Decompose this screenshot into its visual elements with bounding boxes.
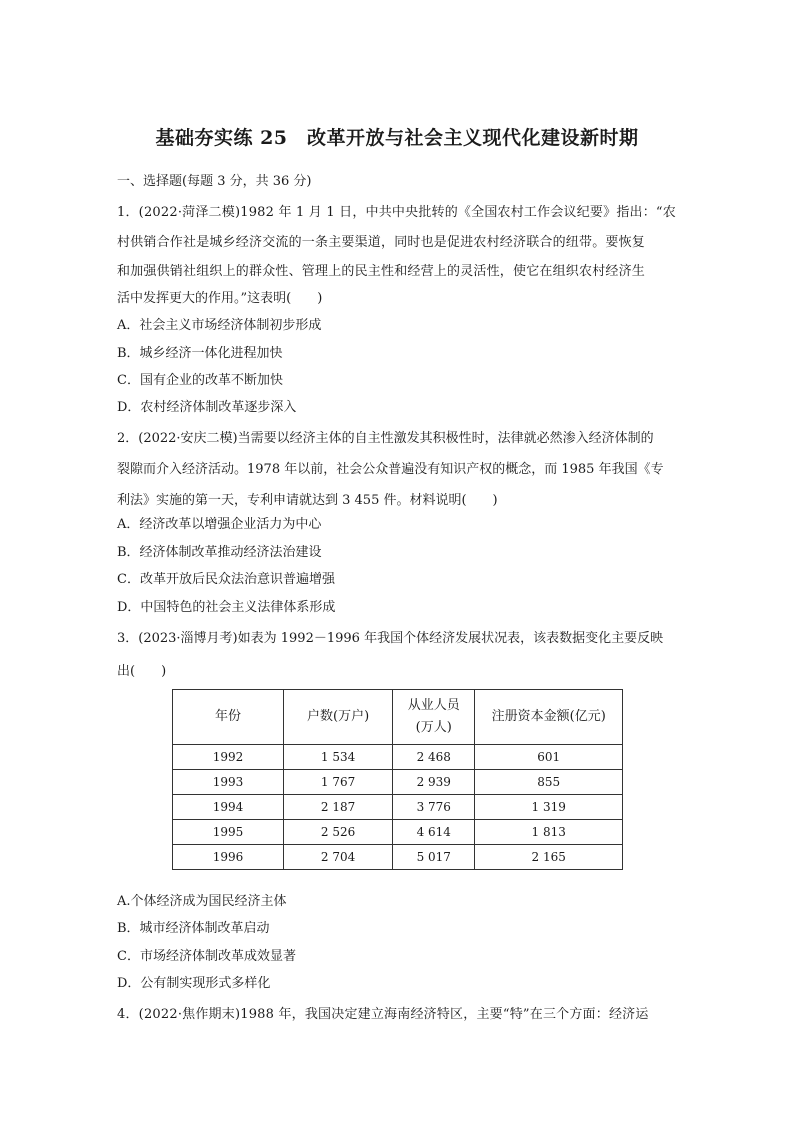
question-2-line-2: 裂隙而介入经济活动。1978 年以前，社会公众普遍没有知识产权的概念，而 1985 年我国《专 — [117, 462, 664, 477]
question-1-option-d: D．农村经济体制改革逐步深入 — [117, 400, 297, 415]
table-row — [173, 795, 623, 820]
question-2-option-d: D．中国特色的社会主义法律体系形成 — [117, 600, 336, 615]
table-cell: 2 468 — [393, 745, 475, 770]
table-cell: 2 939 — [393, 770, 475, 795]
table-cell: 601 — [475, 745, 623, 770]
table-header: 年份 — [173, 690, 284, 745]
question-3-line-1: 3．(2023·淄博月考)如表为 1992－1996 年我国个体经济发展状况表，该表数据变化主要反映 — [117, 631, 664, 646]
table-cell: 1 319 — [475, 795, 623, 820]
table-cell: 5 017 — [393, 845, 475, 870]
table-header: 户数(万户) — [284, 690, 393, 745]
table-cell: 1992 — [173, 745, 284, 770]
question-1-line-1: 1．(2022·菏泽二模)1982 年 1 月 1 日，中共中央批转的《全国农村工作会议纪要》指出：“农 — [117, 205, 676, 220]
economy-table — [172, 689, 623, 870]
question-2-option-b: B．经济体制改革推动经济法治建设 — [117, 545, 322, 560]
question-3-option-c: C．市场经济体制改革成效显著 — [117, 949, 296, 964]
table-header — [393, 690, 475, 745]
table-header: 注册资本金额(亿元) — [475, 690, 623, 745]
question-3-option-b: B．城市经济体制改革启动 — [117, 921, 270, 936]
question-1-option-b: B．城乡经济一体化进程加快 — [117, 346, 283, 361]
table-cell: 1 534 — [284, 745, 393, 770]
question-3-option-a: A.个体经济成为国民经济主体 — [117, 894, 287, 909]
question-1-line-2: 村供销合作社是城乡经济交流的一条主要渠道，同时也是促进农村经济联合的纽带。要恢复 — [117, 235, 646, 250]
question-2-line-3: 利法》实施的第一天，专利申请就达到 3 455 件。材料说明( ) — [117, 493, 498, 508]
question-1-line-4: 活中发挥更大的作用。”这表明( ) — [117, 291, 323, 306]
table-cell: 1993 — [173, 770, 284, 795]
table-row — [173, 745, 623, 770]
section-heading: 一、选择题(每题 3 分，共 36 分) — [117, 174, 312, 189]
question-3-option-d: D．公有制实现形式多样化 — [117, 976, 271, 991]
table-cell: 1996 — [173, 845, 284, 870]
question-2-option-c: C．改革开放后民众法治意识普遍增强 — [117, 572, 335, 587]
table-header-row — [173, 690, 623, 745]
table-row — [173, 820, 623, 845]
table-cell: 2 165 — [475, 845, 623, 870]
table-header-line: (万人) — [415, 720, 452, 735]
table-header-line: 从业人员 — [407, 698, 460, 713]
question-2-line-1: 2．(2022·安庆二模)当需要以经济主体的自主性激发其积极性时，法律就必然渗入经济体制的 — [117, 431, 654, 446]
page-title: 基础夯实练 25 改革开放与社会主义现代化建设新时期 — [155, 127, 639, 149]
table-cell: 2 704 — [284, 845, 393, 870]
table-cell: 1995 — [173, 820, 284, 845]
table-row — [173, 845, 623, 870]
table-cell: 1 767 — [284, 770, 393, 795]
table-cell: 1994 — [173, 795, 284, 820]
table-cell: 2 187 — [284, 795, 393, 820]
question-4-line-1: 4．(2022·焦作期末)1988 年，我国决定建立海南经济特区，主要“特”在三个方面：经济运 — [117, 1007, 649, 1022]
table-cell: 1 813 — [475, 820, 623, 845]
table-cell: 3 776 — [393, 795, 475, 820]
question-1-option-c: C．国有企业的改革不断加快 — [117, 373, 283, 388]
question-2-option-a: A．经济改革以增强企业活力为中心 — [117, 517, 322, 532]
table-cell: 4 614 — [393, 820, 475, 845]
question-1-line-3: 和加强供销社组织上的群众性、管理上的民主性和经营上的灵活性，使它在组织农村经济生 — [117, 264, 646, 279]
table-cell: 855 — [475, 770, 623, 795]
question-1-option-a: A．社会主义市场经济体制初步形成 — [117, 318, 322, 333]
table-row — [173, 770, 623, 795]
table-cell: 2 526 — [284, 820, 393, 845]
question-3-line-2: 出( ) — [117, 664, 167, 679]
